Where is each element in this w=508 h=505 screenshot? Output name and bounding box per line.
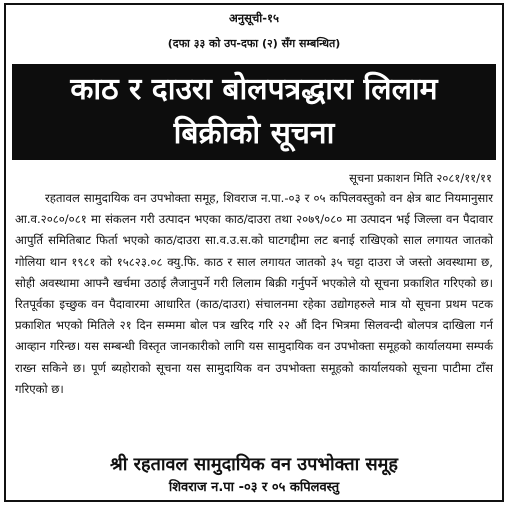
- notice-body: [15, 188, 493, 400]
- organization-name: श्री रहतावल सामुदायिक वन उपभोक्ता समूह: [110, 454, 398, 475]
- notice-paragraph: रहतावल सामुदायिक वन उपभोक्ता समूह, शिवराज न.पा.-०३ र ०५ कपिलवस्तुको वन क्षेत्र बाट नियमानुसार आ.व.२०८०/०८१ मा संकलन गरी उत्पादन भएका काठ/दाउरा तथा २०७९/०८० मा उत्पादन भई जिल्ला वन पैदावार आपुर्ति समितिबाट फिर्ता भएको काठ/दाउरा सा.व.उ.स.को घाटगद्दीमा लट बनाई राखिएको साल लगायत जातको गोलिया थान १९८१ को १५८२३.०८ क्यु.फि. काठ र साल लगायत जातको ३५ चट्टा दाउरा जे जस्तो अवस्थामा छ, सोही अवस्थामा आफ्नै खर्चमा उठाई लैजानुपर्ने गरी लिलाम बिक्री गर्नुपर्ने भएकोले यो सूचना प्रकाशित गरिएको छ। रितपूर्वका इच्छुक वन पैदावारमा आधारित (काठ/दाउरा) संचालनमा रहेका उद्योगहरुले मात्र यो सूचना प्रथम पटक प्रकाशित भएको मितिले २१ दिन सम्ममा बोल पत्र खरिद गरि २२ औं दिन भित्रमा सिलवन्दी बोलपत्र दाखिला गर्न आव्हान गरिन्छ। यस सम्बन्धी विस्तृत जानकारीको लागि यस सामुदायिक वन उपभोक्ता समूहको कार्यालयमा सम्पर्क राख्न सकिने छ। पूर्ण ब्यहोराको सूचना यस सामुदायिक वन उपभोक्ता समूहको कार्यालयको सूचना पाटीमा टाँस गरिएको छ।: [15, 191, 493, 396]
- banner-title-line-2: बिक्रीको सूचना: [173, 116, 335, 151]
- schedule-title: अनुसूची-१५: [229, 11, 279, 25]
- title-banner: [12, 64, 496, 160]
- organization-address: शिवराज न.पा -०३ र ०५ कपिलवस्तु: [168, 480, 340, 495]
- notice-document: [4, 3, 504, 502]
- publication-date: सूचना प्रकाशन मिति २०८१/११/११: [349, 171, 492, 185]
- schedule-reference: (दफा ३३ को उप-दफा (२) सँग सम्बन्धित): [167, 37, 341, 50]
- banner-title-line-1: काठ र दाउरा बोलपत्रद्धारा लिलाम: [70, 72, 438, 107]
